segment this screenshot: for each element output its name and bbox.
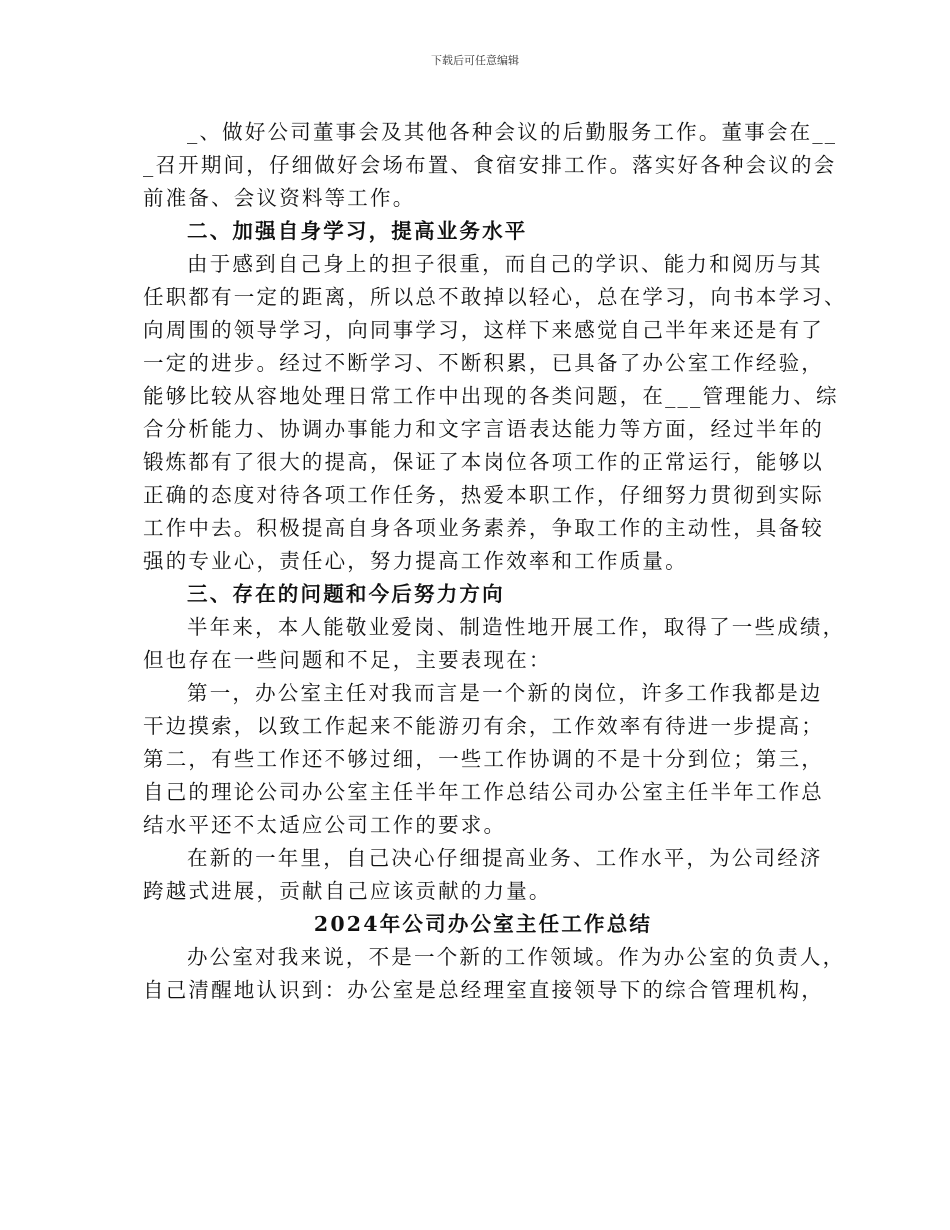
section-heading: 三、存在的问题和今后努力方向 xyxy=(187,582,505,606)
paragraph-line: 但也存在一些问题和不足，主要表现在： xyxy=(143,648,552,672)
paragraph-line: 跨越式进展，贡献自己应该贡献的力量。 xyxy=(143,879,552,903)
document-title: 2024年公司办公室主任工作总结 xyxy=(313,912,653,936)
paragraph-line: 前准备、会议资料等工作。 xyxy=(143,186,416,210)
paragraph-line: 工作中去。积极提高自身各项业务素养，争取工作的主动性，具备较 xyxy=(143,516,824,540)
paragraph-line: 半年来，本人能敬业爱岗、制造性地开展工作，取得了一些成绩， xyxy=(187,615,846,639)
paragraph-line: 锻炼都有了很大的提高，保证了本岗位各项工作的正常运行，能够以 xyxy=(143,450,824,474)
paragraph-line: 第一，办公室主任对我而言是一个新的岗位，许多工作我都是边 xyxy=(187,681,823,705)
paragraph-line: 干边摸索，以致工作起来不能游刃有余，工作效率有待进一步提高； xyxy=(143,714,824,738)
paragraph-line: 办公室对我来说，不是一个新的工作领域。作为办公室的负责人， xyxy=(187,945,846,969)
paragraph-line: 第二，有些工作还不够过细，一些工作协调的不是十分到位；第三， xyxy=(143,747,824,771)
paragraph-line: 结水平还不太适应公司工作的要求。 xyxy=(143,813,507,837)
page-header: 下载后可任意编辑 xyxy=(431,54,519,67)
paragraph-line: _召开期间，仔细做好会场布置、食宿安排工作。落实好各种会议的会 xyxy=(143,153,837,177)
document-body xyxy=(143,116,847,1007)
paragraph-line: 自己的理论公司办公室主任半年工作总结公司办公室主任半年工作总 xyxy=(143,780,824,804)
paragraph-line: 任职都有一定的距离，所以总不敢掉以轻心，总在学习，向书本学习、 xyxy=(143,285,847,309)
paragraph-line: 能够比较从容地处理日常工作中出现的各类问题，在___管理能力、综 xyxy=(143,384,839,408)
paragraph-line: 由于感到自己身上的担子很重，而自己的学识、能力和阅历与其 xyxy=(187,252,823,276)
paragraph-line: 向周围的领导学习，向同事学习，这样下来感觉自己半年来还是有了 xyxy=(143,318,824,342)
paragraph-line: _、做好公司董事会及其他各种会议的后勤服务工作。董事会在__ xyxy=(187,120,838,144)
section-heading: 二、加强自身学习，提高业务水平 xyxy=(187,219,528,243)
paragraph-line: 合分析能力、协调办事能力和文字言语表达能力等方面，经过半年的 xyxy=(143,417,824,441)
paragraph-line: 一定的进步。经过不断学习、不断积累，已具备了办公室工作经验， xyxy=(143,351,824,375)
paragraph-line: 强的专业心，责任心，努力提高工作效率和工作质量。 xyxy=(143,549,688,573)
paragraph-line: 正确的态度对待各项工作任务，热爱本职工作，仔细努力贯彻到实际 xyxy=(143,483,824,507)
paragraph-line: 在新的一年里，自己决心仔细提高业务、工作水平，为公司经济 xyxy=(187,846,823,870)
paragraph-line: 自己清醒地认识到：办公室是总经理室直接领导下的综合管理机构， xyxy=(143,978,824,1002)
